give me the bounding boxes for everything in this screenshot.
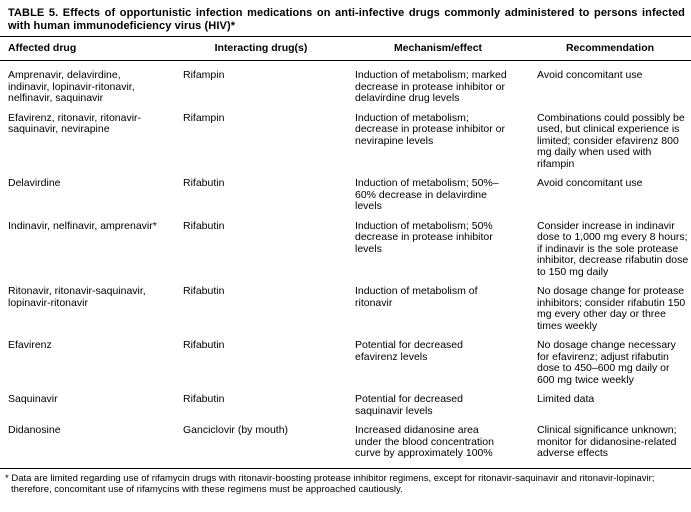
mechanism-text: Induction of metabolism; decrease in protease inhibitor or nevirapine levels: [355, 111, 506, 147]
cell-recommendation: [529, 221, 691, 287]
cell-affected-drug: [0, 286, 175, 340]
cell-interacting-drug: [175, 61, 347, 113]
table-row: [0, 61, 691, 113]
column-header-affected-drug: Affected drug: [0, 37, 175, 61]
affected-drug-text: Efavirenz: [8, 339, 52, 351]
cell-mechanism: [347, 113, 529, 179]
cell-interacting-drug: [175, 221, 347, 287]
column-header-interacting-drug: Interacting drug(s): [175, 37, 347, 61]
cell-affected-drug: [0, 425, 175, 468]
mechanism-text: Induction of metabolism of ritonavir: [355, 285, 478, 309]
affected-drug-text: Efavirenz, ritonavir, ritonavir-saquinavir, nevirapine: [8, 111, 142, 135]
interacting-drug-text: Rifabutin: [183, 177, 225, 189]
cell-mechanism: [347, 61, 529, 113]
cell-mechanism: [347, 394, 529, 425]
cell-affected-drug: [0, 394, 175, 425]
cell-recommendation: [529, 61, 691, 113]
recommendation-text: Avoid concomitant use: [537, 69, 643, 81]
interacting-drug-text: Ganciclovir (by mouth): [183, 424, 289, 436]
cell-mechanism: [347, 178, 529, 221]
cell-recommendation: [529, 178, 691, 221]
affected-drug-text: Delavirdine: [8, 177, 61, 189]
table-row: [0, 113, 691, 179]
table-row: [0, 286, 691, 340]
mechanism-text: Potential for decreased saquinavir levels: [355, 393, 463, 417]
cell-interacting-drug: [175, 286, 347, 340]
interacting-drug-text: Rifabutin: [183, 285, 225, 297]
mechanism-text: Potential for decreased efavirenz levels: [355, 339, 463, 363]
recommendation-text: No dosage change necessary for efavirenz; adjust rifabutin dose to 450–600 mg daily or 600 mg twice weekly: [537, 339, 676, 386]
recommendation-text: Clinical significance unknown; monitor for didanosine-related adverse effects: [537, 424, 677, 459]
table-title: TABLE 5. Effects of opportunistic infection medications on anti-infective drugs commonly administered to persons infected with human immunodeficiency virus (HIV)*: [8, 7, 685, 32]
cell-affected-drug: [0, 61, 175, 113]
mechanism-text: Induction of metabolism; 50% decrease in protease inhibitor levels: [355, 219, 493, 255]
cell-mechanism: [347, 286, 529, 340]
interacting-drug-text: Rifabutin: [183, 219, 225, 232]
cell-interacting-drug: [175, 340, 347, 394]
mechanism-text: Induction of metabolism; 50%–60% decrease in delavirdine levels: [355, 177, 499, 212]
cell-affected-drug: [0, 221, 175, 287]
interacting-drug-text: Rifampin: [183, 69, 225, 81]
table-row: [0, 425, 691, 468]
table-row: [0, 394, 691, 425]
affected-drug-text: Didanosine: [8, 424, 61, 436]
cell-interacting-drug: [175, 113, 347, 179]
mechanism-text: Induction of metabolism; marked decrease in protease inhibitor or delavirdine drug levels: [355, 69, 507, 104]
table-row: [0, 221, 691, 287]
recommendation-text: No dosage change for protease inhibitors; consider rifabutin 150 mg every other day or three times weekly: [537, 285, 686, 332]
affected-drug-text: Ritonavir, ritonavir-saquinavir, lopinavir-ritonavir: [8, 285, 146, 309]
affected-drug-text: Saquinavir: [8, 393, 58, 405]
cell-interacting-drug: [175, 394, 347, 425]
recommendation-text: Consider increase in indinavir dose to 1,000 mg every 8 hours; if indinavir is the sole protease inhibitor, decrease rifabutin dose to 150 mg daily: [537, 219, 689, 278]
cell-recommendation: [529, 425, 691, 468]
affected-drug-text: Amprenavir, delavirdine, indinavir, lopinavir-ritonavir, nelfinavir, saquinavir: [8, 69, 135, 104]
mechanism-text: Increased didanosine area under the blood concentration curve by approximately 100%: [355, 424, 494, 459]
column-header-recommendation: Recommendation: [529, 37, 691, 61]
cell-recommendation: [529, 340, 691, 394]
drug-interaction-table: [0, 36, 691, 469]
cell-mechanism: [347, 221, 529, 287]
table-footnote: * Data are limited regarding use of rifamycin drugs with ritonavir-boosting protease inhibitor regimens, except for ritonavir-saquinavir and ritonavir-lopinavir; therefore, concomitant use of rifamycins with these regimens must be approached cautiously.: [5, 472, 655, 495]
recommendation-text: Limited data: [537, 393, 595, 405]
recommendation-text: Combinations could possibly be used, but clinical experience is limited; consider efavirenz 800 mg daily when used with rifampin: [537, 111, 685, 170]
interacting-drug-text: Rifampin: [183, 111, 225, 124]
cell-recommendation: [529, 394, 691, 425]
recommendation-text: Avoid concomitant use: [537, 177, 643, 189]
cell-recommendation: [529, 113, 691, 179]
cell-affected-drug: [0, 113, 175, 179]
table-row: [0, 340, 691, 394]
cell-interacting-drug: [175, 178, 347, 221]
header-row: [0, 37, 691, 61]
cell-affected-drug: [0, 178, 175, 221]
cell-affected-drug: [0, 340, 175, 394]
column-header-mechanism: Mechanism/effect: [347, 37, 529, 61]
cell-interacting-drug: [175, 425, 347, 468]
cell-mechanism: [347, 340, 529, 394]
interacting-drug-text: Rifabutin: [183, 393, 225, 405]
affected-drug-text: Indinavir, nelfinavir, amprenavir*: [8, 219, 157, 232]
table-row: [0, 178, 691, 221]
cell-mechanism: [347, 425, 529, 468]
cell-recommendation: [529, 286, 691, 340]
interacting-drug-text: Rifabutin: [183, 339, 225, 351]
